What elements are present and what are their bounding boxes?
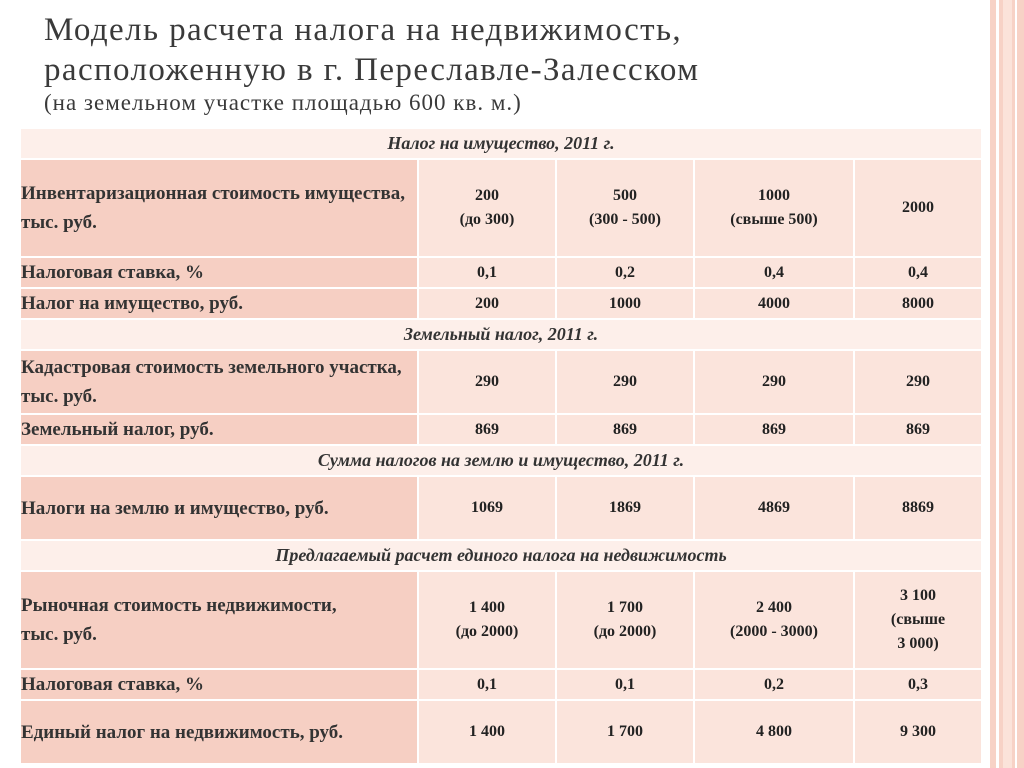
- decorative-side-border: [990, 0, 1024, 768]
- section-header: Земельный налог, 2011 г.: [20, 319, 982, 350]
- border-stripe: [996, 0, 999, 768]
- table-cell: 0,4: [854, 257, 982, 288]
- table-row-cadastral-value: [20, 350, 982, 414]
- table-cell: 0,2: [556, 257, 694, 288]
- table-cell: 0,3: [854, 669, 982, 700]
- row-label: Кадастровая стоимость земельного участка, тыс. руб.: [20, 350, 418, 414]
- table-cell: 200: [418, 288, 556, 319]
- table-cell: 4869: [694, 476, 854, 540]
- title-line-1: Модель расчета налога на недвижимость,: [44, 12, 683, 48]
- table-row-total-tax: [20, 476, 982, 540]
- table-cell: 290: [694, 350, 854, 414]
- table-cell: 2000: [854, 159, 982, 257]
- table-cell: 9 300: [854, 700, 982, 764]
- table-cell: 869: [556, 414, 694, 445]
- row-label: Земельный налог, руб.: [20, 414, 418, 445]
- table-cell: 1 400: [418, 700, 556, 764]
- table-cell: 290: [418, 350, 556, 414]
- row-label: Рыночная стоимость недвижимости, тыс. руб.: [20, 571, 418, 669]
- table-cell: 0,4: [694, 257, 854, 288]
- table-cell: 1 700 (до 2000): [556, 571, 694, 669]
- row-label: Налоги на землю и имущество, руб.: [20, 476, 418, 540]
- title-subtitle: (на земельном участке площадью 600 кв. м.): [44, 90, 522, 115]
- border-stripe: [1015, 0, 1017, 768]
- table-row-single-tax: [20, 700, 982, 764]
- table-cell: 0,1: [418, 257, 556, 288]
- table-cell: 1069: [418, 476, 556, 540]
- table-cell: 0,2: [694, 669, 854, 700]
- table-cell: 1000 (свыше 500): [694, 159, 854, 257]
- row-label: Инвентаризационная стоимость имущества, тыс. руб.: [20, 159, 418, 257]
- table-row-market-value: [20, 571, 982, 669]
- table-cell: 1 400 (до 2000): [418, 571, 556, 669]
- row-label: Налог на имущество, руб.: [20, 288, 418, 319]
- table-cell: 1869: [556, 476, 694, 540]
- tax-model-table: [19, 127, 983, 765]
- table-cell: 0,1: [418, 669, 556, 700]
- section-row-total: [20, 445, 982, 476]
- table-row-land-tax: [20, 414, 982, 445]
- table-cell: 1000: [556, 288, 694, 319]
- title-line-2: расположенную в г. Переславле-Залесском: [44, 52, 700, 88]
- row-label: Налоговая ставка, %: [20, 669, 418, 700]
- table-cell: 3 100 (свыше 3 000): [854, 571, 982, 669]
- table-cell: 500 (300 - 500): [556, 159, 694, 257]
- table-cell: 0,1: [556, 669, 694, 700]
- table-cell: 869: [418, 414, 556, 445]
- table-cell: 1 700: [556, 700, 694, 764]
- table-row-property-rate: [20, 257, 982, 288]
- row-label: Налоговая ставка, %: [20, 257, 418, 288]
- table-cell: 200 (до 300): [418, 159, 556, 257]
- section-row-proposed: [20, 540, 982, 571]
- table-cell: 4000: [694, 288, 854, 319]
- table-row-single-rate: [20, 669, 982, 700]
- table-cell: 290: [556, 350, 694, 414]
- table-cell: 869: [854, 414, 982, 445]
- table-cell: 290: [854, 350, 982, 414]
- table-cell: 869: [694, 414, 854, 445]
- slide-title: [44, 10, 974, 116]
- section-header: Сумма налогов на землю и имущество, 2011 г.: [20, 445, 982, 476]
- section-row-land-tax: [20, 319, 982, 350]
- table-cell: 8869: [854, 476, 982, 540]
- row-label: Единый налог на недвижимость, руб.: [20, 700, 418, 764]
- section-row-property-tax: [20, 128, 982, 159]
- section-header: Предлагаемый расчет единого налога на недвижимость: [20, 540, 982, 571]
- table-cell: 2 400 (2000 - 3000): [694, 571, 854, 669]
- section-header: Налог на имущество, 2011 г.: [20, 128, 982, 159]
- table-cell: 8000: [854, 288, 982, 319]
- border-stripe: [1003, 0, 1012, 768]
- table-cell: 4 800: [694, 700, 854, 764]
- table-row-inventory-value: [20, 159, 982, 257]
- table-row-property-tax: [20, 288, 982, 319]
